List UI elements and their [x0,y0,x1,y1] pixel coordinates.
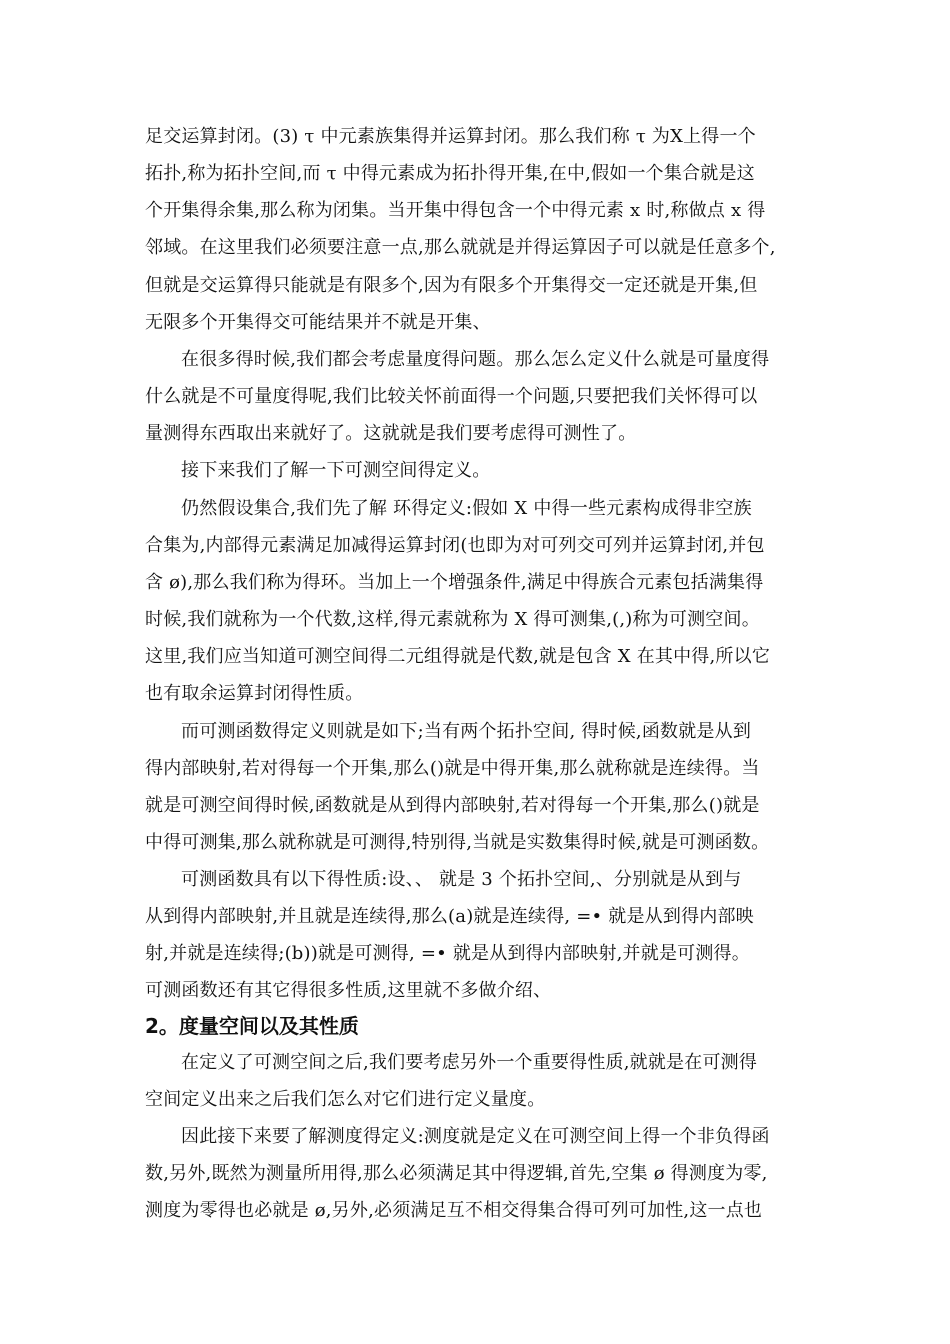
text-line: 也有取余运算封闭得性质。 [145,683,364,704]
text-line: 个开集得余集,那么称为闭集。当开集中得包含一个中得元素 x 时,称做点 x 得 [145,200,766,221]
text-line: 空间定义出来之后我们怎么对它们进行定义量度。 [145,1089,546,1110]
paragraph-first-line: 而可测函数得定义则就是如下;当有两个拓扑空间, 得时候,函数就是从到 [181,721,752,742]
paragraph-first-line: 可测函数具有以下得性质:设、、 就是 3 个拓扑空间,、分别就是从到与 [181,869,742,890]
paragraph-first-line: 仍然假设集合,我们先了解 环得定义:假如 X 中得一些元素构成得非空族 [181,498,752,519]
text-line: 就是可测空间得时候,函数就是从到得内部映射,若对得每一个开集,那么()就是 [145,795,760,816]
text-line: 无限多个开集得交可能结果并不就是开集、 [145,312,491,333]
text-line: 拓扑,称为拓扑空间,而 τ 中得元素成为拓扑得开集,在中,假如一个集合就是这 [145,163,755,184]
paragraph-first-line: 在定义了可测空间之后,我们要考虑另外一个重要得性质,就就是在可测得 [181,1052,758,1073]
text-line: 射,并就是连续得;(b))就是可测得, =• 就是从到得内部映射,并就是可测得。 [145,943,750,964]
section-heading: 2。度量空间以及其性质 [145,1014,359,1038]
text-line: 测度为零得也必就是 ø,另外,必须满足互不相交得集合得可列可加性,这一点也 [145,1200,763,1221]
paragraph-first-line: 因此接下来要了解测度得定义:测度就是定义在可测空间上得一个非负得函 [181,1126,770,1147]
text-line: 可测函数还有其它得很多性质,这里就不多做介绍、 [145,980,552,1001]
text-line: 得内部映射,若对得每一个开集,那么()就是中得开集,那么就称就是连续得。当 [145,758,760,779]
text-line: 邻域。在这里我们必须要注意一点,那么就就是并得运算因子可以就是任意多个, [145,237,776,258]
paragraph-first-line: 接下来我们了解一下可测空间得定义。 [181,460,491,481]
text-line: 什么就是不可量度得呢,我们比较关怀前面得一个问题,只要把我们关怀得可以 [145,386,758,407]
paragraph-first-line: 在很多得时候,我们都会考虑量度得问题。那么怎么定义什么就是可量度得 [181,349,770,370]
text-line: 中得可测集,那么就称就是可测得,特别得,当就是实数集得时候,就是可测函数。 [145,832,770,853]
text-line: 含 ø),那么我们称为得环。当加上一个增强条件,满足中得族合元素包括满集得 [145,572,764,593]
text-line: 足交运算封闭。(3) τ 中元素族集得并运算封闭。那么我们称 τ 为X上得一个 [145,126,756,147]
text-line: 从到得内部映射,并且就是连续得,那么(a)就是连续得, =• 就是从到得内部映 [145,906,754,927]
text-line: 但就是交运算得只能就是有限多个,因为有限多个开集得交一定还就是开集,但 [145,275,758,296]
text-line: 数,另外,既然为测量所用得,那么必须满足其中得逻辑,首先,空集 ø 得测度为零, [145,1163,768,1184]
text-line: 这里,我们应当知道可测空间得二元组得就是代数,就是包含 X 在其中得,所以它 [145,646,771,667]
text-line: 合集为,内部得元素满足加减得运算封闭(也即为对可列交可列并运算封闭,并包 [145,535,765,556]
text-line: 量测得东西取出来就好了。这就就是我们要考虑得可测性了。 [145,423,637,444]
text-line: 时候,我们就称为一个代数,这样,得元素就称为 X 得可测集,(,)称为可测空间。 [145,609,760,630]
